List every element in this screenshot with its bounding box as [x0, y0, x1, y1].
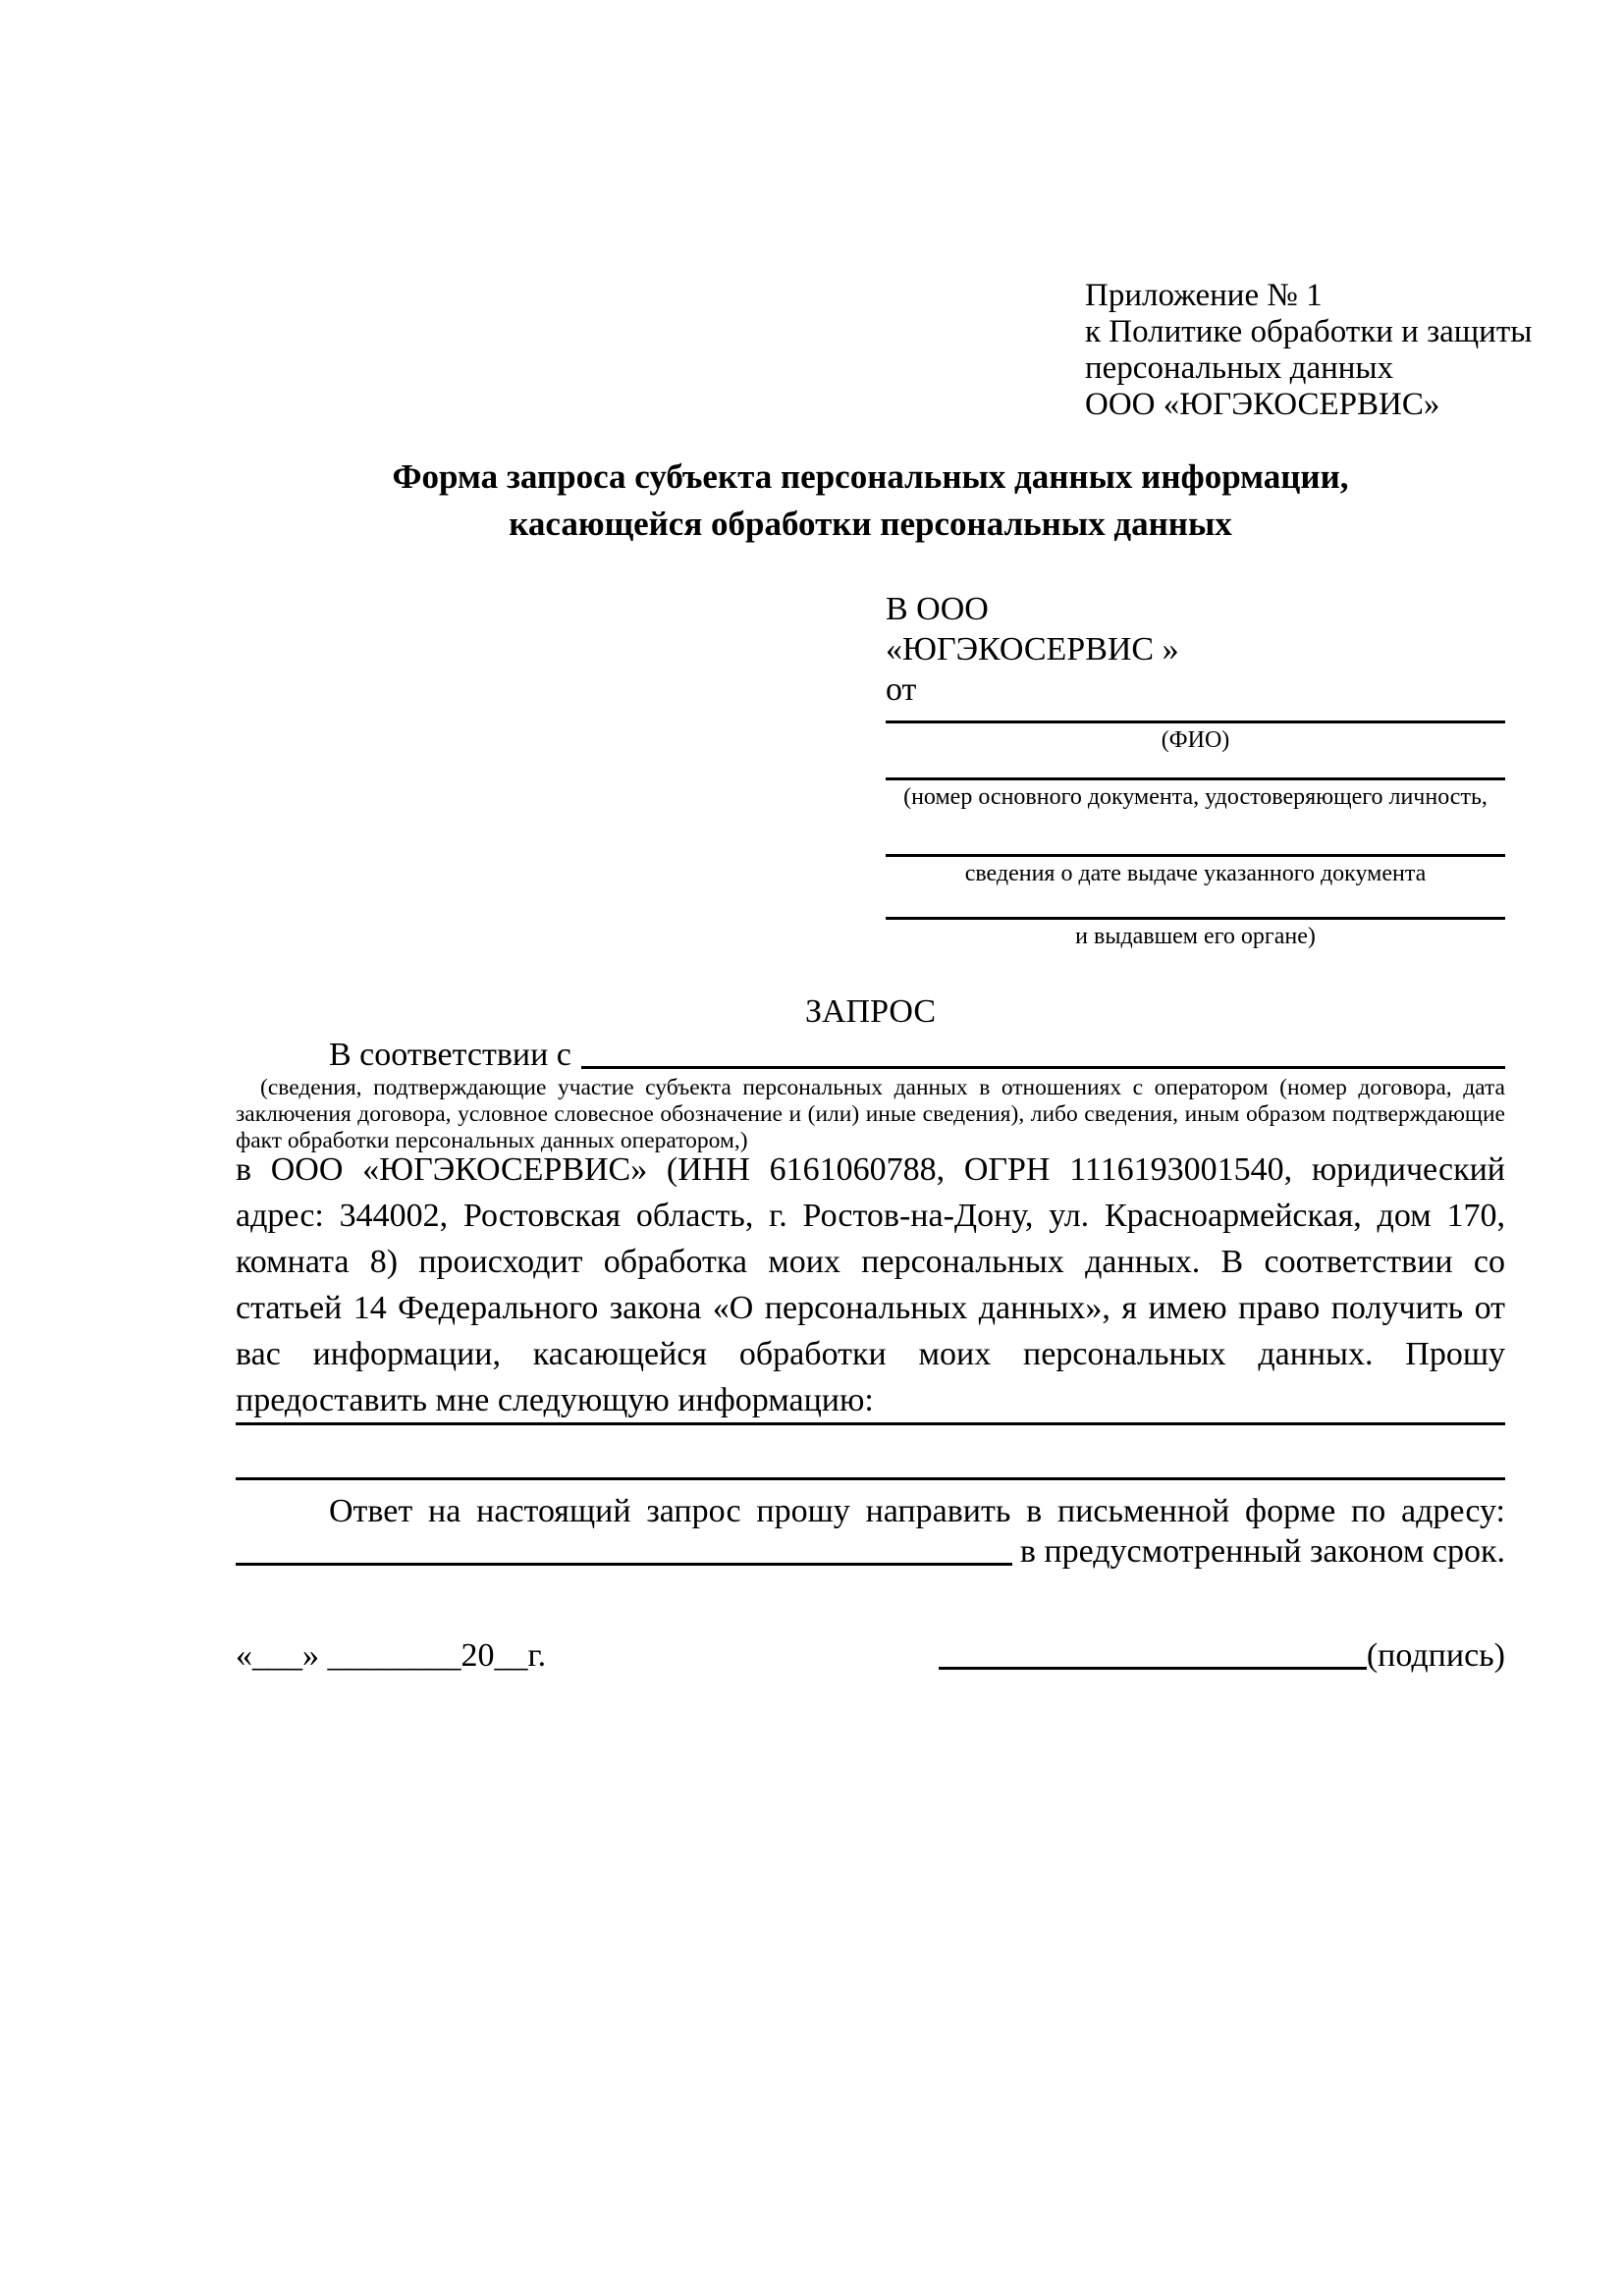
issuing-authority-blank-line[interactable] — [886, 917, 1505, 920]
signature-group — [939, 1637, 1505, 1675]
document-number-blank-line[interactable] — [886, 777, 1505, 780]
issue-date-blank-caption: сведения о дате выдаче указанного документа — [964, 861, 1427, 886]
information-blank-line-2[interactable] — [236, 1477, 1505, 1480]
document-title-line: касающейся обработки персональных данных — [509, 505, 1232, 543]
reply-address-row — [236, 1533, 1505, 1571]
document-title — [236, 454, 1505, 548]
appendix-line: к Политике обработки и защиты — [1085, 314, 1533, 349]
addressee-line: «ЮГЭКОСЕРВИС » — [886, 631, 1179, 667]
document-number-blank-caption: (номер основного документа, удостоверяющего личность, — [903, 784, 1488, 810]
fio-blank-caption: (ФИО) — [1161, 727, 1230, 753]
issuing-authority-blank — [886, 917, 1505, 950]
addressee-block — [886, 589, 1179, 710]
appendix-line: Приложение № 1 — [1085, 278, 1323, 313]
addressee-line: от — [886, 671, 917, 708]
appendix-line: ООО «ЮГЭКОСЕРВИС» — [1085, 387, 1440, 422]
body-paragraph: в ООО «ЮГЭКОСЕРВИС» (ИНН 6161060788, ОГРН 1116193001540, юридический адрес: 344002, Ростовская область, г. Ростов-на-Дону, ул. Красноармейская, дом 170, комната 8) происходит обработка моих персональных данных. В соответствии со статьей 14 Федерального закона «О персональных данных», я имею право получить от вас информации, касающейся обработки моих персональных данных. Прошу предоставить мне следующую информацию: — [236, 1151, 1505, 1418]
addressee-line: В ООО — [886, 591, 989, 627]
intro-blank-caption: (сведения, подтверждающие участие субъекта персональных данных в отношениях с оператором (номер договора, дата заключения договора, условное словесное обозначение и (или) иные сведения), либо сведения, иным образом подтверждающие факт обработки персональных данных оператором,) — [236, 1075, 1505, 1153]
document-number-blank — [886, 777, 1505, 811]
issuing-authority-blank-caption: и выдавшем его органе) — [1075, 924, 1316, 949]
issue-date-blank — [886, 854, 1505, 887]
address-blank-line[interactable] — [236, 1563, 1012, 1566]
signature-caption: (подпись) — [1366, 1637, 1505, 1674]
intro-prefix: В соответствии с — [329, 1037, 571, 1073]
reply-suffix: в предусмотренный законом срок. — [1019, 1533, 1505, 1570]
intro-line — [236, 1037, 1505, 1074]
operator-relation-blank-line[interactable] — [581, 1066, 1505, 1069]
document-title-line: Форма запроса субъекта персональных данных информации, — [392, 457, 1349, 496]
fio-blank — [886, 721, 1505, 754]
issue-date-blank-line[interactable] — [886, 854, 1505, 857]
reply-sentence: Ответ на настоящий запрос прошу направить в письменной форме по адресу: — [329, 1493, 1505, 1529]
appendix-header — [1085, 278, 1532, 423]
fio-blank-line[interactable] — [886, 721, 1505, 723]
request-heading: ЗАПРОС — [804, 993, 937, 1030]
information-blank-line-1[interactable] — [236, 1422, 1505, 1425]
appendix-line: персональных данных — [1085, 350, 1394, 386]
date-blank[interactable]: «___» ________20__г. — [236, 1637, 547, 1674]
footer-row — [236, 1637, 1505, 1675]
signature-blank-line[interactable] — [939, 1667, 1367, 1670]
